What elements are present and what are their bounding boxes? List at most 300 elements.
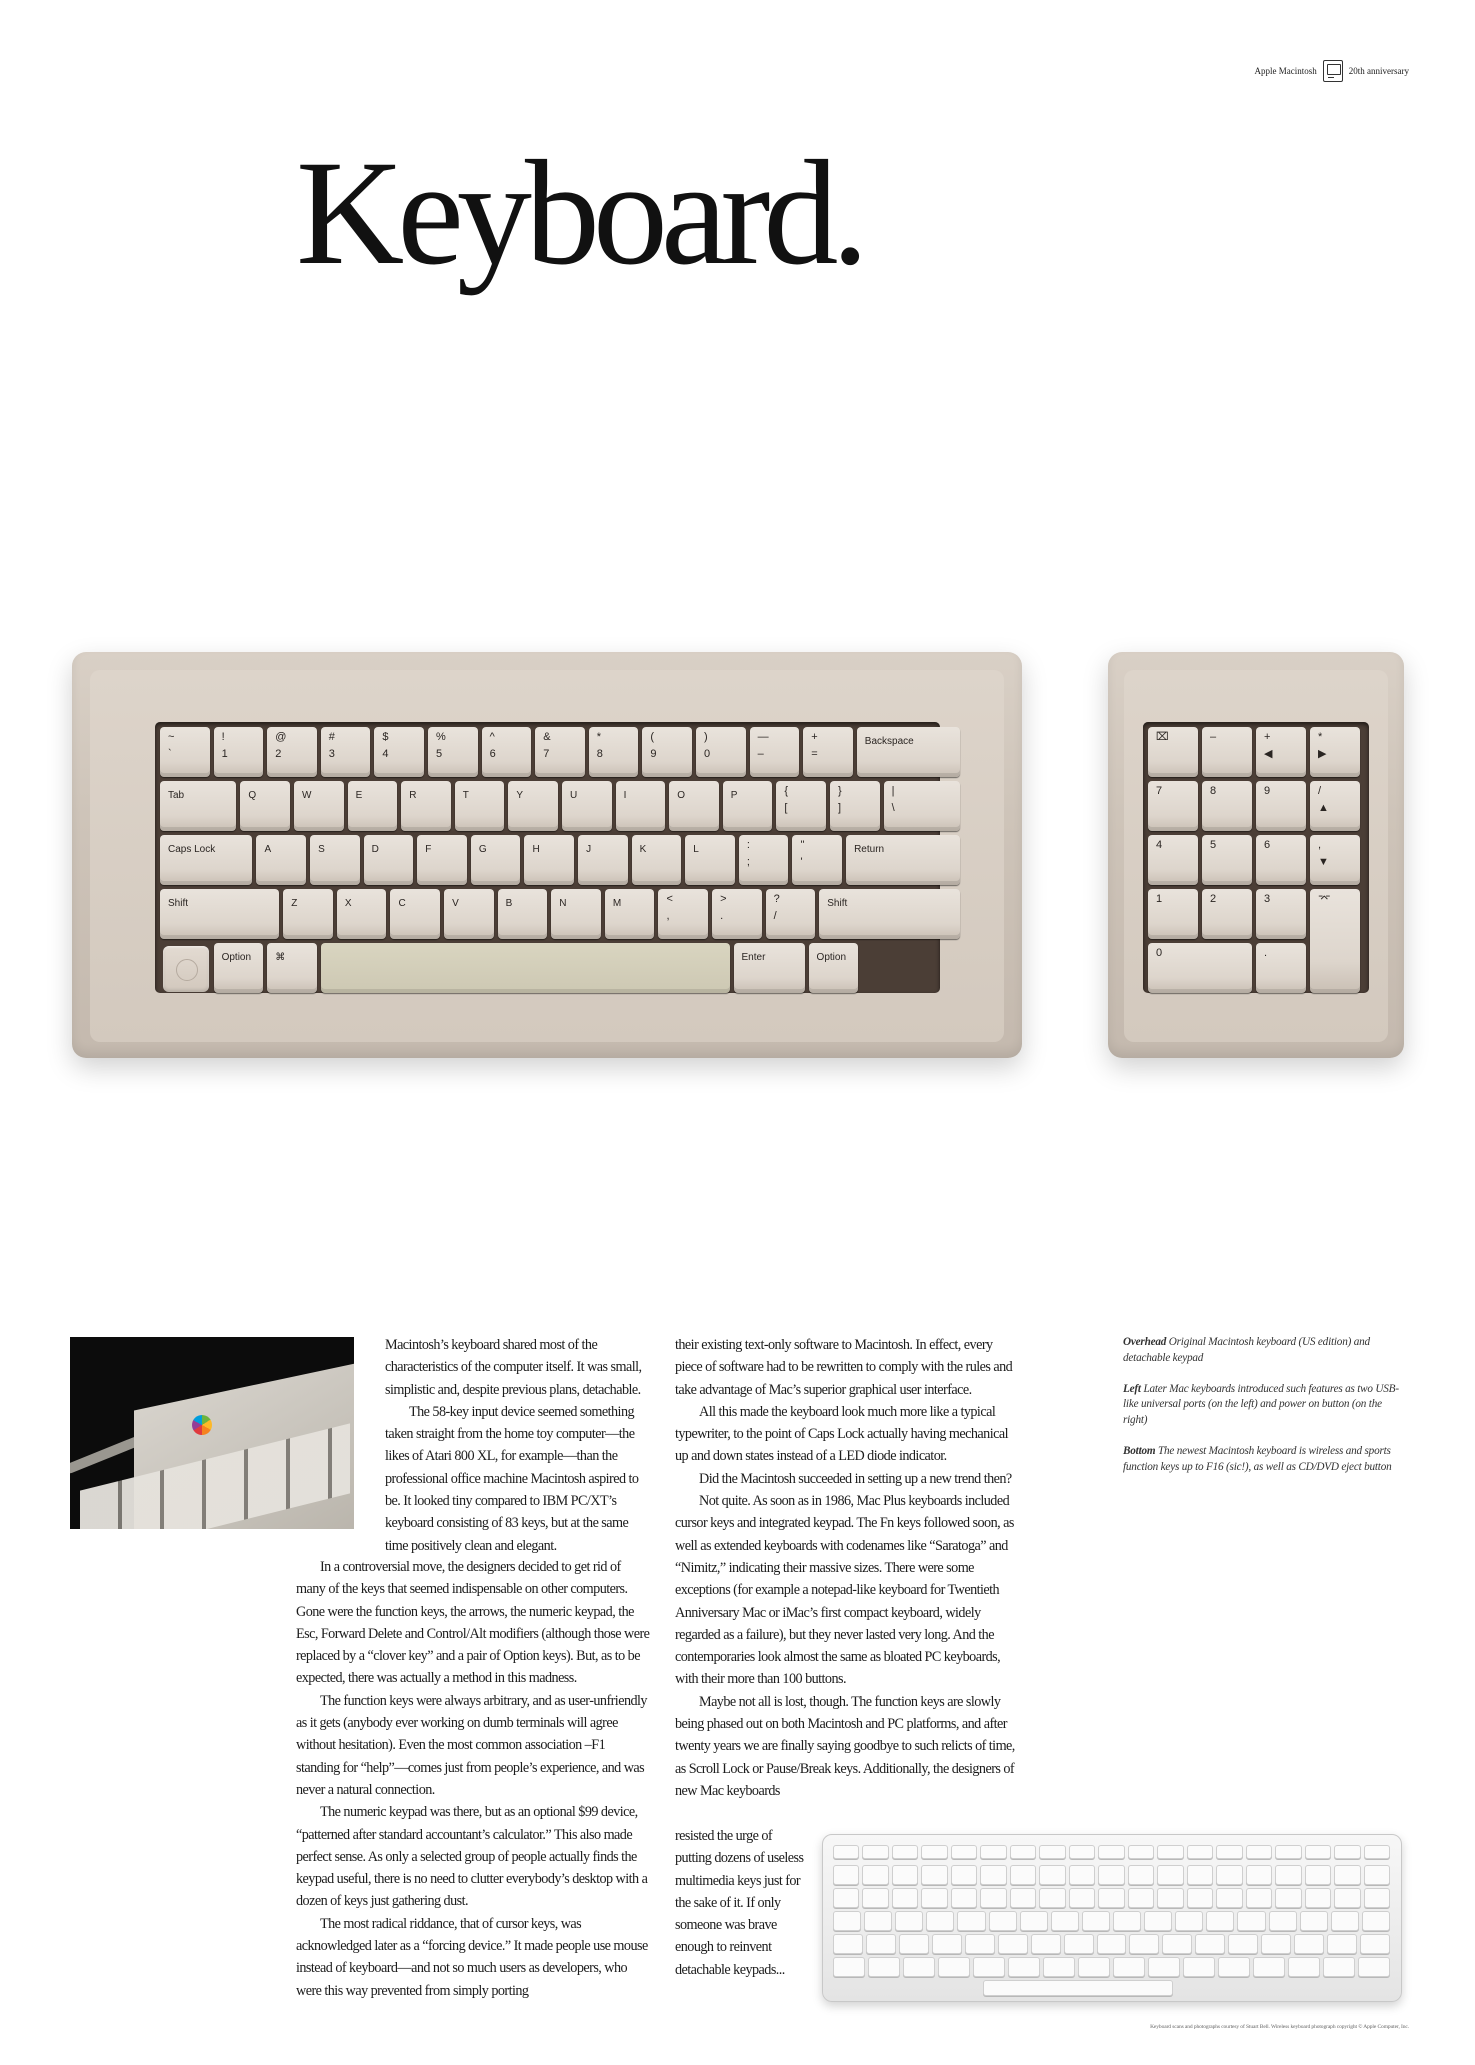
- key-legend: W: [302, 790, 312, 801]
- key-legend: Z: [291, 898, 298, 909]
- keyboard-key[interactable]: [482, 727, 532, 777]
- wireless-key: [1175, 1911, 1203, 1931]
- wireless-key: [1039, 1865, 1065, 1885]
- wireless-key: [1020, 1911, 1048, 1931]
- keyboard-key[interactable]: [256, 835, 306, 885]
- keypad-key[interactable]: [1310, 889, 1360, 993]
- key-upper-legend: !: [221, 731, 225, 743]
- key-arrow-legend: ▲: [1318, 802, 1329, 814]
- wireless-key: [864, 1911, 892, 1931]
- keyboard-key[interactable]: [616, 781, 666, 831]
- wireless-key: [1113, 1957, 1145, 1977]
- key-upper-legend: ^: [489, 731, 495, 743]
- wireless-key: [1183, 1957, 1215, 1977]
- key-upper-legend: :: [746, 839, 750, 851]
- caption-lead: Overhead: [1123, 1336, 1167, 1348]
- article-paragraph: Did the Macintosh succeeded in setting up a new trend then?: [699, 1470, 1012, 1487]
- wireless-key: [980, 1845, 1006, 1859]
- key-legend: ⌤: [1318, 893, 1331, 905]
- keyboard-key[interactable]: [857, 727, 960, 777]
- wireless-key: [1334, 1865, 1360, 1885]
- key-legend: Shift: [827, 898, 848, 909]
- key-upper-legend: &: [543, 731, 551, 743]
- keyboard-key[interactable]: [455, 781, 505, 831]
- key-lower-legend: \: [891, 802, 895, 814]
- keypad-key[interactable]: [1310, 727, 1360, 777]
- keyboard-key[interactable]: [551, 889, 601, 939]
- wireless-key: [1246, 1888, 1272, 1908]
- keyboard-key[interactable]: [364, 835, 414, 885]
- key-lower-legend: ,: [666, 910, 670, 922]
- key-legend: E: [355, 790, 363, 801]
- key-legend: F: [425, 844, 432, 855]
- wireless-key: [951, 1845, 977, 1859]
- wireless-key: [1098, 1845, 1124, 1859]
- keyboard-key[interactable]: [766, 889, 816, 939]
- article-column-2-bottom: [675, 1825, 805, 1981]
- key-legend: 2: [1210, 893, 1217, 905]
- key-legend: Enter: [741, 952, 766, 963]
- keyboard-key[interactable]: [739, 835, 789, 885]
- key-upper-legend: @: [275, 731, 287, 743]
- key-lower-legend: 1: [221, 748, 228, 760]
- key-lower-legend: 7: [543, 748, 550, 760]
- wireless-key: [1364, 1845, 1390, 1859]
- wireless-key: [1305, 1865, 1331, 1885]
- wireless-key: [1078, 1957, 1110, 1977]
- wireless-key: [1097, 1934, 1127, 1954]
- wireless-key: [1113, 1911, 1141, 1931]
- key-legend: Shift: [168, 898, 189, 909]
- wireless-space-bar: [983, 1980, 1173, 1996]
- caption-lead: Bottom: [1123, 1444, 1156, 1457]
- keypad-key[interactable]: [1202, 727, 1252, 777]
- wireless-key: [938, 1957, 970, 1977]
- wireless-key: [833, 1888, 859, 1908]
- wireless-key: [1323, 1957, 1355, 1977]
- keyboard-key[interactable]: [734, 943, 805, 993]
- caption-text: The newest Macintosh keyboard is wireless and sports function keys up to F16 (sic!), as well as CD/DVD eject button: [1123, 1444, 1392, 1473]
- article-column-2-top: [675, 1334, 1022, 1802]
- caption-text: Original Macintosh keyboard (US edition) and detachable keypad: [1123, 1336, 1370, 1364]
- keypad-key[interactable]: [1148, 943, 1252, 993]
- keypad-key[interactable]: [1256, 889, 1306, 939]
- wireless-key: [1187, 1865, 1213, 1885]
- keyboard-key[interactable]: [160, 889, 279, 939]
- wireless-key: [1082, 1911, 1110, 1931]
- wireless-key: [1157, 1888, 1183, 1908]
- keypad-key[interactable]: [1310, 835, 1360, 885]
- wireless-key: [1043, 1957, 1075, 1977]
- wireless-key: [1228, 1934, 1258, 1954]
- wireless-key: [1128, 1865, 1154, 1885]
- wireless-key: [989, 1911, 1017, 1931]
- key-lower-legend: 0: [704, 748, 711, 760]
- key-upper-legend: {: [784, 785, 789, 797]
- wireless-key: [833, 1911, 861, 1931]
- photo-credit: Keyboard scans and photographs courtesy of Stuart Bell. Wireless keyboard photograph copyright © Apple Computer, Inc.: [1150, 2024, 1409, 2030]
- key-legend: ⌧: [1156, 731, 1169, 743]
- key-upper-legend: >: [720, 893, 727, 905]
- wireless-key: [1246, 1865, 1272, 1885]
- wireless-key: [921, 1865, 947, 1885]
- keyboard-key[interactable]: [685, 835, 735, 885]
- key-legend: +: [1264, 731, 1271, 743]
- keyboard-key[interactable]: [723, 781, 773, 831]
- key-upper-legend: $: [382, 731, 389, 743]
- keyboard-key[interactable]: [562, 781, 612, 831]
- key-legend: U: [570, 790, 578, 801]
- keyboard-key[interactable]: [696, 727, 746, 777]
- key-lower-legend: .: [720, 910, 724, 922]
- key-legend: 5: [1210, 839, 1217, 851]
- wireless-key: [1148, 1957, 1180, 1977]
- wireless-key: [1218, 1957, 1250, 1977]
- key-lower-legend: ;: [746, 856, 750, 868]
- keyboard-key[interactable]: [846, 835, 960, 885]
- wireless-key: [1275, 1845, 1301, 1859]
- wireless-key: [833, 1957, 865, 1977]
- keyboard-key[interactable]: [578, 835, 628, 885]
- wireless-key: [1069, 1845, 1095, 1859]
- wireless-key: [1031, 1934, 1061, 1954]
- keyboard-key[interactable]: [776, 781, 826, 831]
- key-upper-legend: %: [436, 731, 446, 743]
- key-legend: Q: [248, 790, 257, 801]
- keyboard-key[interactable]: [444, 889, 494, 939]
- keypad-key[interactable]: [1148, 889, 1198, 939]
- wireless-key: [1039, 1888, 1065, 1908]
- key-legend: D: [371, 844, 379, 855]
- key-legend: –: [1210, 731, 1217, 743]
- key-legend: 6: [1264, 839, 1271, 851]
- wireless-key: [1128, 1845, 1154, 1859]
- wireless-key: [899, 1934, 929, 1954]
- keyboard-key[interactable]: [658, 889, 708, 939]
- key-upper-legend: ": [800, 839, 805, 851]
- keypad-key[interactable]: [1202, 835, 1252, 885]
- keyboard-key[interactable]: [348, 781, 398, 831]
- wireless-key: [1144, 1911, 1172, 1931]
- key-lower-legend: 9: [650, 748, 657, 760]
- keypad-key[interactable]: [1256, 727, 1306, 777]
- keypad-key[interactable]: [1256, 835, 1306, 885]
- key-legend: L: [693, 844, 699, 855]
- keypad-key[interactable]: [1148, 727, 1198, 777]
- key-upper-legend: }: [838, 785, 842, 797]
- key-upper-legend: ?: [773, 893, 780, 905]
- keyboard-key[interactable]: [524, 835, 574, 885]
- wireless-key: [998, 1934, 1028, 1954]
- wireless-key: [973, 1957, 1005, 1977]
- keyboard-key[interactable]: [605, 889, 655, 939]
- wireless-key: [1098, 1865, 1124, 1885]
- wireless-key: [1327, 1934, 1357, 1954]
- article-paragraph: resisted the urge of putting dozens of useless multimedia keys just for the sake of it. If only someone was brave enough to reinvent detachable keypads...: [675, 1828, 804, 1978]
- wireless-key: [1362, 1911, 1390, 1931]
- keypad-key[interactable]: [1256, 943, 1306, 993]
- key-lower-legend: 4: [382, 748, 389, 760]
- key-lower-legend: 6: [489, 748, 496, 760]
- wireless-key: [1010, 1865, 1036, 1885]
- anniversary-badge: [1255, 60, 1409, 82]
- later-mac-keyboard-photo: [70, 1337, 354, 1529]
- keyboard-key[interactable]: [792, 835, 842, 885]
- keypad-key[interactable]: [1202, 781, 1252, 831]
- wireless-key: [892, 1865, 918, 1885]
- caption: [1123, 1335, 1407, 1367]
- key-legend: R: [409, 790, 417, 801]
- keyboard-key[interactable]: [884, 781, 960, 831]
- keypad-key[interactable]: [1256, 781, 1306, 831]
- wireless-key: [1294, 1934, 1324, 1954]
- wireless-key: [1129, 1934, 1159, 1954]
- keyboard-key[interactable]: [321, 727, 371, 777]
- key-legend: Caps Lock: [168, 844, 216, 855]
- keyboard-key[interactable]: [428, 727, 478, 777]
- key-upper-legend: —: [757, 731, 769, 743]
- key-legend: N: [559, 898, 567, 909]
- wireless-key: [895, 1911, 923, 1931]
- keyboard-key[interactable]: [390, 889, 440, 939]
- keyboard-key[interactable]: [632, 835, 682, 885]
- key-legend: O: [677, 790, 685, 801]
- keyboard-key[interactable]: [267, 943, 317, 993]
- key-legend: Option: [816, 952, 847, 963]
- wireless-key: [892, 1888, 918, 1908]
- key-legend: Y: [516, 790, 524, 801]
- wireless-key: [903, 1957, 935, 1977]
- article-column-1-bottom: [296, 1556, 650, 2002]
- wireless-key: [1300, 1911, 1328, 1931]
- wireless-key: [1216, 1865, 1242, 1885]
- key-lower-legend: =: [811, 748, 818, 760]
- wireless-key: [1206, 1911, 1234, 1931]
- keypad-key[interactable]: [1202, 889, 1252, 939]
- keyboard-key[interactable]: [803, 727, 853, 777]
- key-legend: Option: [221, 952, 252, 963]
- keyboard-key[interactable]: [240, 781, 290, 831]
- wireless-key: [1360, 1934, 1390, 1954]
- key-legend: M: [612, 898, 622, 909]
- key-lower-legend: ]: [838, 802, 842, 814]
- wireless-key: [951, 1888, 977, 1908]
- wireless-key: [1269, 1911, 1297, 1931]
- key-legend: B: [505, 898, 513, 909]
- rainbow-apple-logo-icon: [192, 1415, 212, 1435]
- caption-lead: Left: [1123, 1382, 1141, 1395]
- badge-right-text: 20th anniversary: [1348, 66, 1409, 76]
- wireless-key: [1288, 1957, 1320, 1977]
- keyboard-key[interactable]: [267, 727, 317, 777]
- key-legend: X: [344, 898, 352, 909]
- keyboard-key[interactable]: [819, 889, 960, 939]
- key-legend: G: [478, 844, 487, 855]
- caption: [1123, 1382, 1407, 1429]
- keyboard-key[interactable]: [374, 727, 424, 777]
- key-lower-legend: `: [168, 748, 172, 760]
- wireless-key: [932, 1934, 962, 1954]
- key-upper-legend: ): [704, 731, 708, 743]
- wireless-key: [1069, 1865, 1095, 1885]
- keyboard-key[interactable]: [214, 943, 264, 993]
- key-legend: C: [398, 898, 406, 909]
- key-legend: ,: [1318, 839, 1322, 851]
- key-arrow-legend: ◀: [1264, 748, 1273, 760]
- key-lower-legend: 5: [436, 748, 443, 760]
- photo-captions: [1123, 1335, 1407, 1491]
- keyboard-key[interactable]: [337, 889, 387, 939]
- article-paragraph: The numeric keypad was there, but as an optional $99 device, “patterned after standard accountant’s calculator.” This also made perfect sense. As only a selected group of people actually finds the keypad useful, there is no need to clutter everybody’s desktop with a dozen of keys just gathering dust.: [296, 1804, 648, 1910]
- wireless-key: [980, 1888, 1006, 1908]
- wireless-key: [1358, 1957, 1390, 1977]
- wireless-key: [1157, 1845, 1183, 1859]
- article-paragraph: Not quite. As soon as in 1986, Mac Plus keyboards included cursor keys and integrated keypad. The Fn keys followed soon, as well as extended keyboards with codenames like “Saratoga” and “Nimitz,” indicating their massive sizes. There were some exceptions (for example a notepad-like keyboard for Twentieth Anniversary Mac or iMac’s first compact keyboard, widely regarded as a failure), but they never lasted very long. And the contemporaries look almost the same as bloated PC keyboards, with their more than 100 buttons.: [675, 1493, 1014, 1688]
- wireless-key: [862, 1845, 888, 1859]
- key-legend: T: [462, 790, 469, 801]
- article-column-1-top: [385, 1334, 649, 1557]
- wireless-key: [980, 1865, 1006, 1885]
- space-bar-key[interactable]: [321, 943, 730, 993]
- key-lower-legend: /: [773, 910, 777, 922]
- key-upper-legend: +: [811, 731, 818, 743]
- wireless-key: [1216, 1845, 1242, 1859]
- wireless-key: [965, 1934, 995, 1954]
- keypad-key[interactable]: [1148, 835, 1198, 885]
- key-lower-legend: 3: [328, 748, 335, 760]
- wireless-key: [1187, 1888, 1213, 1908]
- key-legend: ⌘: [275, 952, 286, 963]
- article-paragraph: their existing text-only software to Macintosh. In effect, every piece of software had to be rewritten to comply with the rules and take advantage of Mac’s superior graphical user interface.: [675, 1337, 1013, 1398]
- key-lower-legend: 2: [275, 748, 282, 760]
- wireless-key: [1275, 1865, 1301, 1885]
- wireless-keyboard-photo: [822, 1834, 1402, 2002]
- keyboard-key[interactable]: [830, 781, 880, 831]
- keyboard-key[interactable]: [283, 889, 333, 939]
- key-legend: *: [1318, 731, 1323, 743]
- article-paragraph: Macintosh’s keyboard shared most of the characteristics of the computer itself. It was small, simplistic and, despite previous plans, detachable.: [385, 1337, 642, 1398]
- key-lower-legend: ': [800, 856, 803, 868]
- wireless-key: [833, 1845, 859, 1859]
- keyboard-key[interactable]: [310, 835, 360, 885]
- key-legend: A: [264, 844, 272, 855]
- wireless-key: [1069, 1888, 1095, 1908]
- key-legend: .: [1264, 947, 1268, 959]
- wireless-key: [1364, 1888, 1390, 1908]
- wireless-key: [833, 1934, 863, 1954]
- key-legend: 8: [1210, 785, 1217, 797]
- keyboard-key[interactable]: [417, 835, 467, 885]
- key-upper-legend: |: [891, 785, 895, 797]
- wireless-key: [1008, 1957, 1040, 1977]
- keypad-key[interactable]: [1148, 781, 1198, 831]
- keyboard-key[interactable]: [642, 727, 692, 777]
- wireless-key: [1157, 1865, 1183, 1885]
- wireless-key: [921, 1888, 947, 1908]
- article-paragraph: The 58-key input device seemed something taken straight from the home toy computer—the likes of Atari 800 XL, for example—than the professional office machine Macintosh aspired to be. It looked tiny compared to IBM PC/XT’s keyboard consisting of 83 keys, but at the same time positively clean and elegant.: [385, 1403, 639, 1554]
- keyboard-key[interactable]: [809, 943, 859, 993]
- article-paragraph: All this made the keyboard look much more like a typical typewriter, to the point of Caps Lock actually having mechanical up and down states instead of a LED diode indicator.: [675, 1403, 1008, 1465]
- key-legend: Backspace: [864, 736, 914, 747]
- wireless-key: [1010, 1845, 1036, 1859]
- wireless-key: [1275, 1888, 1301, 1908]
- key-legend: 0: [1156, 947, 1163, 959]
- key-legend: 7: [1156, 785, 1163, 797]
- wireless-key: [1305, 1888, 1331, 1908]
- wireless-key: [1261, 1934, 1291, 1954]
- key-legend: 1: [1156, 893, 1163, 905]
- wireless-key: [1064, 1934, 1094, 1954]
- keyboard-key[interactable]: [508, 781, 558, 831]
- wireless-key: [951, 1865, 977, 1885]
- wireless-key: [957, 1911, 985, 1931]
- keyboard-key[interactable]: [160, 781, 236, 831]
- key-arrow-legend: ▶: [1318, 748, 1327, 760]
- wireless-key: [1216, 1888, 1242, 1908]
- caption-text: Later Mac keyboards introduced such features as two USB-like universal ports (on the left) and power on button (on the right): [1123, 1382, 1399, 1427]
- keyboard-key[interactable]: [712, 889, 762, 939]
- key-legend: 3: [1264, 893, 1271, 905]
- keypad-key[interactable]: [1310, 781, 1360, 831]
- wireless-key: [1364, 1865, 1390, 1885]
- article-paragraph: The function keys were always arbitrary, and as user-unfriendly as it gets (anybody ever working on dumb terminals will agree without hesitation). Even the most common association –F1 standing for “help”—comes just from people’s experience, and was never a natural connection.: [296, 1692, 647, 1798]
- key-upper-legend: #: [328, 731, 335, 743]
- key-upper-legend: *: [596, 731, 602, 743]
- key-lower-legend: –: [757, 748, 764, 760]
- key-legend: V: [452, 898, 459, 909]
- keyboard-key[interactable]: [214, 727, 264, 777]
- key-legend: P: [730, 790, 738, 801]
- wireless-key: [1334, 1845, 1360, 1859]
- key-legend: 4: [1156, 839, 1163, 851]
- wireless-key: [1098, 1888, 1124, 1908]
- wireless-key: [1039, 1845, 1065, 1859]
- page-title: Keyboard.: [296, 130, 862, 296]
- wireless-key: [1237, 1911, 1265, 1931]
- wireless-key: [921, 1845, 947, 1859]
- key-upper-legend: <: [666, 893, 673, 905]
- wireless-key: [1331, 1911, 1359, 1931]
- wireless-key: [1305, 1845, 1331, 1859]
- caption: [1123, 1444, 1407, 1476]
- key-legend: I: [623, 790, 627, 801]
- article-paragraph: Maybe not all is lost, though. The function keys are slowly being phased out on both Macintosh and PC platforms, and after twenty years we are finally saying goodbye to such relicts of time, as Scroll Lock or Pause/Break keys. Additionally, the designers of new Mac keyboards: [675, 1693, 1015, 1799]
- keyboard-key[interactable]: [471, 835, 521, 885]
- keyboard-key[interactable]: [535, 727, 585, 777]
- wireless-key: [1162, 1934, 1192, 1954]
- key-legend: Return: [854, 844, 885, 855]
- keyboard-key[interactable]: [401, 781, 451, 831]
- wireless-key: [866, 1934, 896, 1954]
- keyboard-key[interactable]: [498, 889, 548, 939]
- badge-left-text: Apple Macintosh: [1254, 66, 1317, 76]
- wireless-key: [1051, 1911, 1079, 1931]
- keyboard-key[interactable]: [160, 835, 252, 885]
- keyboard-key[interactable]: [160, 727, 210, 777]
- macintosh-icon: [1323, 60, 1343, 82]
- key-legend: K: [639, 844, 647, 855]
- wireless-key: [892, 1845, 918, 1859]
- keyboard-key[interactable]: [669, 781, 719, 831]
- keyboard-key[interactable]: [750, 727, 800, 777]
- keyboard-key[interactable]: [294, 781, 344, 831]
- key-legend: J: [586, 844, 592, 855]
- wireless-key: [1128, 1888, 1154, 1908]
- keyboard-key[interactable]: [589, 727, 639, 777]
- key-legend: 9: [1264, 785, 1271, 797]
- wireless-key: [862, 1888, 888, 1908]
- key-legend: /: [1318, 785, 1322, 797]
